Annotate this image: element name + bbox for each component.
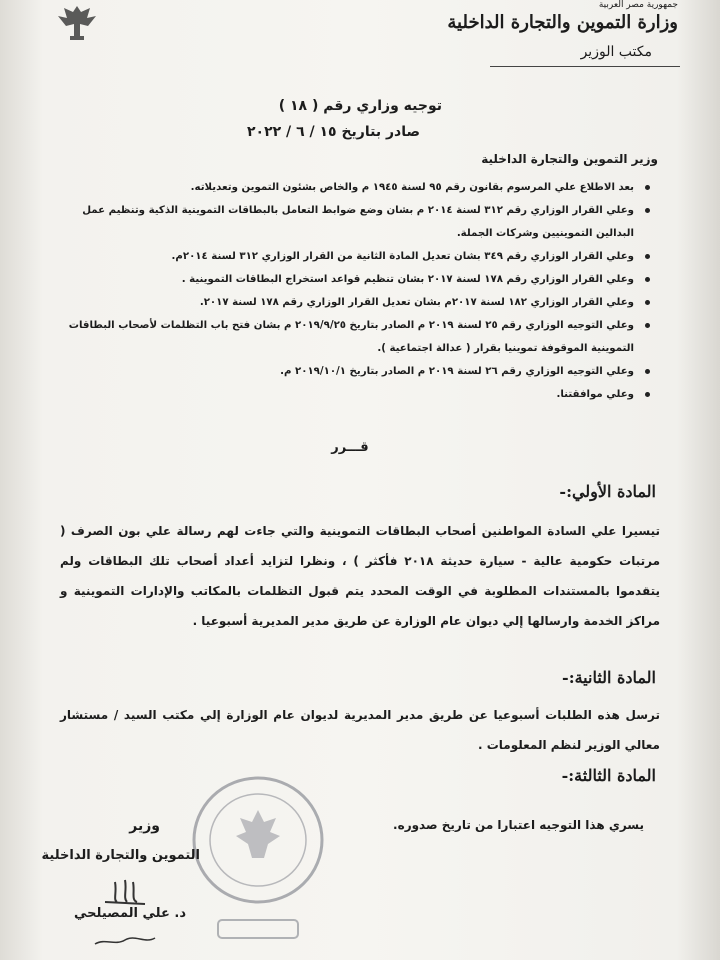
preamble-item: بعد الاطلاع علي المرسوم بقانون رقم ٩٥ لسنة ١٩٤٥ م والخاص بشئون التموين وتعديلاته.	[54, 176, 634, 199]
issuer-line: وزير التموين والتجارة الداخلية	[481, 152, 658, 166]
preamble-item: وعلي التوجيه الوزاري رقم ٢٥ لسنة ٢٠١٩ م الصادر بتاريخ ٢٠١٩/٩/٢٥ م بشان فتح باب التظلمات لأصحاب البطاقات التموينية الموقوفة تموينيا بقرار ( عدالة اجتماعية ).	[54, 314, 634, 360]
article-1-text: تيسيرا علي السادة المواطنين أصحاب البطاقات التموينية والتي جاءت لهم رسالة علي بون الصرف ( مرتبات حكومية عالية - سيارة حديثة ٢٠١٨ فأكثر ) ، ونظرا لتزايد أعداد أصحاب تلك البطاقات ولم يتقدموا بالمستندات المطلوبة في الوقت المحدد يتم قبول التظلمات بالمكاتب والإدارات التموينية و مراكز الخدمة وارسالها إلي ديوان عام الوزارة عن طريق مدير المديرية أسبوعيا .	[60, 524, 661, 628]
bullet-icon	[645, 369, 650, 374]
office-name: مكتب الوزير	[580, 44, 652, 60]
issue-date: صادر بتاريخ ١٥ / ٦ / ٢٠٢٢	[247, 124, 420, 140]
header-divider	[490, 66, 680, 67]
article-2-text: ترسل هذه الطلبات أسبوعيا عن طريق مدير المديرية لديوان عام الوزارة إلي مكتب السيد / مستشار معالي الوزير لنظم المعلومات .	[60, 708, 660, 752]
preamble-list	[54, 176, 634, 406]
bullet-icon	[645, 392, 650, 397]
bullet-icon	[645, 254, 650, 259]
signature-ministry: التموين والتجارة الداخلية	[41, 848, 200, 863]
article-1-heading: المادة الأولي:-	[559, 482, 656, 501]
preamble-item: وعلي القرار الوزاري رقم ٣٤٩ بشان تعديل المادة الثانية من القرار الوزاري ٣١٢ لسنة ٢٠١٤م.	[54, 245, 634, 268]
official-stamp-icon	[188, 770, 328, 945]
bullet-icon	[645, 185, 650, 190]
bullet-icon	[645, 208, 650, 213]
preamble-item: وعلي موافقتنا.	[54, 383, 634, 406]
article-3-text: يسري هذا التوجيه اعتبارا من تاريخ صدوره.	[393, 818, 644, 832]
preamble-item: وعلي القرار الوزاري رقم ٣١٢ لسنة ٢٠١٤ م بشان وضع ضوابط التعامل بالبطاقات التموينية الذكية وتنظيم عمل البدالين التموينيين وشركات الجملة.	[54, 199, 634, 245]
document-title: توجيه وزاري رقم ( ١٨ )	[278, 98, 442, 114]
signature-title: وزير	[129, 818, 160, 834]
eagle-emblem-icon	[50, 2, 104, 42]
preamble-item: وعلي القرار الوزاري ١٨٢ لسنة ٢٠١٧م بشان تعديل القرار الوزاري رقم ١٧٨ لسنة ٢٠١٧.	[54, 291, 634, 314]
preamble-item: وعلي التوجيه الوزاري رقم ٢٦ لسنة ٢٠١٩ م الصادر بتاريخ ٢٠١٩/١٠/١ م.	[54, 360, 634, 383]
signatory-name: د. علي المصيلحي	[74, 906, 186, 921]
preamble-item: وعلي القرار الوزاري رقم ١٧٨ لسنة ٢٠١٧ بشان تنظيم قواعد استخراج البطاقات التموينية .	[54, 268, 634, 291]
decision-heading: قـــرر	[331, 440, 369, 455]
country-line: جمهورية مصر العربية	[598, 0, 678, 10]
bullet-icon	[645, 277, 650, 282]
bullet-icon	[645, 323, 650, 328]
article-2-heading: المادة الثانية:-	[562, 668, 656, 687]
bullet-icon	[645, 300, 650, 305]
ministry-name: وزارة التموين والتجارة الداخلية	[447, 12, 678, 33]
article-3-heading: المادة الثالثة:-	[561, 766, 656, 785]
